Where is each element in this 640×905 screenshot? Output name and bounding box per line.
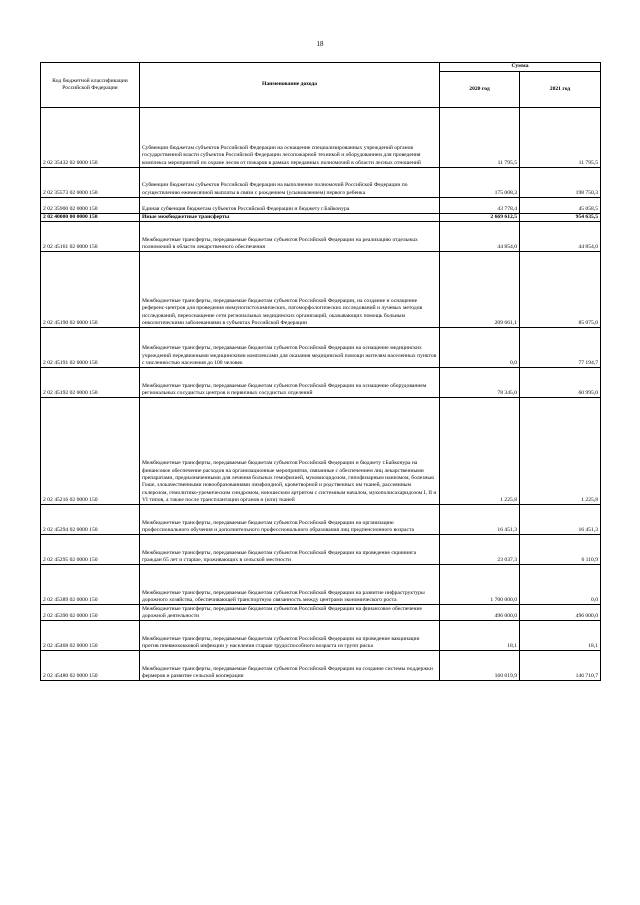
code-cell: 2 02 45389 02 0000 150 bbox=[41, 565, 140, 605]
value-2021-cell: 1 225,8 bbox=[520, 398, 601, 505]
code-cell: 2 02 40000 00 0000 150 bbox=[41, 214, 140, 222]
code-cell: 2 02 45480 02 0000 150 bbox=[41, 651, 140, 681]
value-2020-cell: 496 000,0 bbox=[440, 605, 520, 621]
value-2020-cell: 1 225,8 bbox=[440, 398, 520, 505]
code-cell: 2 02 45161 02 0000 150 bbox=[41, 222, 140, 252]
value-2021-cell: 60 995,0 bbox=[520, 368, 601, 398]
value-2021-cell: 18,1 bbox=[520, 621, 601, 651]
table-row bbox=[41, 621, 601, 651]
name-cell: Межбюджетные трансферты, передаваемые бюджетам субъектов Российской Федерации на проведение вакцинации против пневмококковой инфекции у населения старше трудоспособного возраста из групп риска bbox=[140, 621, 440, 651]
value-2020-cell: 160 019,9 bbox=[440, 651, 520, 681]
value-2021-cell: 496 000,0 bbox=[520, 605, 601, 621]
header-sum: Сумма bbox=[440, 63, 601, 72]
value-2021-cell: 45 058,5 bbox=[520, 198, 601, 214]
table-row bbox=[41, 168, 601, 198]
value-2021-cell: 6 110,9 bbox=[520, 535, 601, 565]
name-cell: Межбюджетные трансферты, передаваемые бюджетам субъектов Российской Федерации на проведение скрининга граждан 65 лет и старше, проживающих в сельской местности bbox=[140, 535, 440, 565]
value-2021-cell: 0,0 bbox=[520, 565, 601, 605]
value-2020-cell: 23 037,3 bbox=[440, 535, 520, 565]
value-2021-cell: 11 795,5 bbox=[520, 108, 601, 168]
name-cell: Межбюджетные трансферты, передаваемые бюджетам субъектов Российской Федерации на финансовое обеспечение дорожной деятельности bbox=[140, 605, 440, 621]
value-2020-cell: 18,1 bbox=[440, 621, 520, 651]
code-cell: 2 02 45294 02 0000 150 bbox=[41, 505, 140, 535]
value-2021-cell: 16 451,3 bbox=[520, 505, 601, 535]
value-2020-cell: 209 661,1 bbox=[440, 252, 520, 328]
header-name: Наименование дохода bbox=[140, 63, 440, 108]
value-2020-cell: 2 669 612,5 bbox=[440, 214, 520, 222]
name-cell: Субвенции бюджетам субъектов Российской Федерации на оснащение специализированных учреждений органов государственной власти субъектов Российской Федерации лесопожарной техникой и оборудованием для проведения комплекса мероприятий по охране лесов от пожаров в рамках переданных полномочий в области лесных отношений bbox=[140, 108, 440, 168]
name-cell: Межбюджетные трансферты, передаваемые бюджетам субъектов Российской Федерации и бюджету г.Байконура на финансовое обеспечение расходов на организационные мероприятия, связанные с обеспечением лиц лекарственными препаратами, предназначенными для лечения больных гемофилией, муковисцидозом, гипофизарным нанизмом, болезнью Гоше, злокачественными новообразованиями лимфоидной, кроветворной и родственных им тканей, рассеянным склерозом, гемолитико-уремическим синдромом, юношеским артритом с системным началом, мукополисахаридозом I, II и VI типов, а также после трансплантации органов и (или) тканей bbox=[140, 398, 440, 505]
name-cell: Единая субвенция бюджетам субъектов Российской Федерации и бюджету г.Байконура bbox=[140, 198, 440, 214]
code-cell: 2 02 45390 02 0000 150 bbox=[41, 605, 140, 621]
name-cell: Межбюджетные трансферты, передаваемые бюджетам субъектов Российской Федерации на развитие инфраструктуры дорожного хозяйства, обеспечивающей транспортную связанность между центрами экономического роста bbox=[140, 565, 440, 605]
header-year-2021: 2021 год bbox=[520, 72, 601, 108]
value-2021-cell: 954 635,5 bbox=[520, 214, 601, 222]
code-cell: 2 02 45192 02 0000 150 bbox=[41, 368, 140, 398]
table-row bbox=[41, 214, 601, 222]
name-cell: Межбюджетные трансферты, передаваемые бюджетам субъектов Российской Федерации, на создание и оснащение референс-центров для проведения иммуногистохимических, патоморфологических исследований и лучевых методов исследований, переоснащение сети региональных медицинских организаций, оказывающих помощь больным онкологическими заболеваниями в субъектах Российской Федерации bbox=[140, 252, 440, 328]
code-cell: 2 02 45190 02 0000 150 bbox=[41, 252, 140, 328]
table-row bbox=[41, 651, 601, 681]
name-cell: Межбюджетные трансферты, передаваемые бюджетам субъектов Российской Федерации на создание системы поддержки фермеров и развитие сельской кооперации bbox=[140, 651, 440, 681]
value-2021-cell: 77 194,7 bbox=[520, 328, 601, 368]
value-2020-cell: 44 854,0 bbox=[440, 222, 520, 252]
table-row bbox=[41, 605, 601, 621]
value-2020-cell: 0,0 bbox=[440, 328, 520, 368]
name-cell: Межбюджетные трансферты, передаваемые бюджетам субъектов Российской Федерации на оснащение оборудованием региональных сосудистых центров и первичных сосудистых отделений bbox=[140, 368, 440, 398]
value-2021-cell: 146 710,7 bbox=[520, 651, 601, 681]
header-code: Код бюджетной классификации Российской Федерации bbox=[41, 63, 140, 108]
value-2020-cell: 1 700 000,0 bbox=[440, 565, 520, 605]
code-cell: 2 02 35573 02 0000 150 bbox=[41, 168, 140, 198]
code-cell: 2 02 45295 02 0000 150 bbox=[41, 535, 140, 565]
name-cell: Межбюджетные трансферты, передаваемые бюджетам субъектов Российской Федерации на реализацию отдельных полномочий в области лекарственного обеспечения bbox=[140, 222, 440, 252]
name-cell: Иные межбюджетные трансферты bbox=[140, 214, 440, 222]
table-row bbox=[41, 328, 601, 368]
name-cell: Межбюджетные трансферты, передаваемые бюджетам субъектов Российской Федерации на оснащение медицинских учреждений передвижными медицинскими комплексами для оказания медицинской помощи жителям населенных пунктов с численностью населения до 100 человек bbox=[140, 328, 440, 368]
value-2021-cell: 198 750,3 bbox=[520, 168, 601, 198]
name-cell: Субвенции бюджетам субъектов Российской Федерации на выполнение полномочий Российской Федерации по осуществлению ежемесячной выплаты в связи с рождением (усыновлением) первого ребенка bbox=[140, 168, 440, 198]
table-row bbox=[41, 368, 601, 398]
code-cell: 2 02 45216 02 0000 150 bbox=[41, 398, 140, 505]
table-row bbox=[41, 108, 601, 168]
value-2020-cell: 11 795,5 bbox=[440, 108, 520, 168]
value-2020-cell: 78 345,0 bbox=[440, 368, 520, 398]
page-number: 18 bbox=[316, 40, 324, 48]
value-2020-cell: 43 778,4 bbox=[440, 198, 520, 214]
table-header bbox=[41, 63, 601, 108]
value-2020-cell: 175 008,3 bbox=[440, 168, 520, 198]
table-row bbox=[41, 505, 601, 535]
value-2020-cell: 16 451,3 bbox=[440, 505, 520, 535]
table-row bbox=[41, 222, 601, 252]
table-body bbox=[41, 108, 601, 681]
code-cell: 2 02 45191 02 0000 150 bbox=[41, 328, 140, 368]
table-row bbox=[41, 252, 601, 328]
table-row bbox=[41, 198, 601, 214]
name-cell: Межбюджетные трансферты, передаваемые бюджетам субъектов Российской Федерации на организацию профессионального обучения и дополнительного профессионального образования лиц предпенсионного возраста bbox=[140, 505, 440, 535]
code-cell: 2 02 35432 02 0000 150 bbox=[41, 108, 140, 168]
value-2021-cell: 85 075,0 bbox=[520, 252, 601, 328]
table-row bbox=[41, 565, 601, 605]
code-cell: 2 02 45468 02 0000 150 bbox=[41, 621, 140, 651]
table-row bbox=[41, 535, 601, 565]
table-row bbox=[41, 398, 601, 505]
code-cell: 2 02 35900 02 0000 150 bbox=[41, 198, 140, 214]
revenue-table bbox=[40, 62, 601, 681]
header-year-2020: 2020 год bbox=[440, 72, 520, 108]
value-2021-cell: 44 854,0 bbox=[520, 222, 601, 252]
